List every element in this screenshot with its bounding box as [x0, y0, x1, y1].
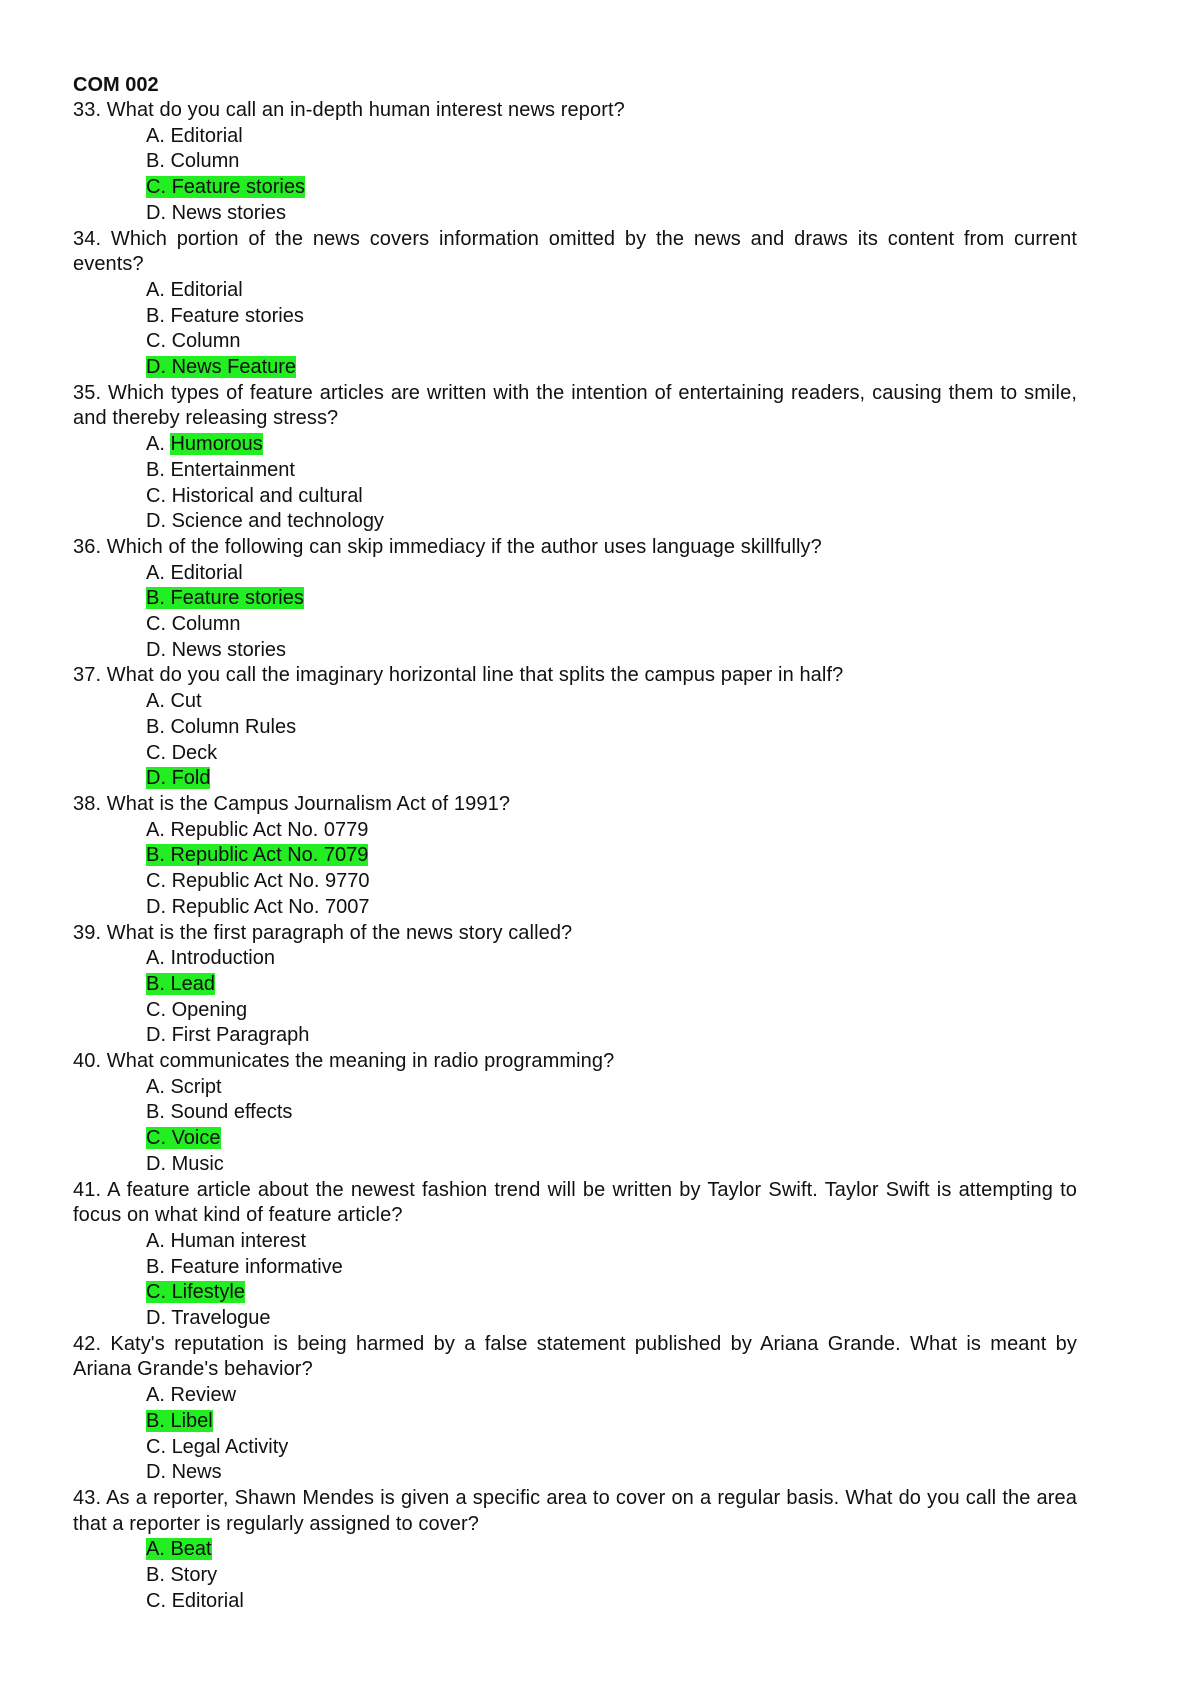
option-text: Republic Act No. 9770 [171, 870, 370, 893]
option-letter: C. [146, 998, 166, 1021]
answer-option [73, 484, 1077, 510]
answer-option [73, 304, 1077, 330]
answer-option-correct [73, 586, 1077, 612]
option-letter: A. [146, 433, 165, 456]
option-content [146, 767, 210, 789]
answer-option-correct [73, 766, 1077, 792]
option-content [146, 1538, 212, 1560]
option-text: Republic Act No. 7079 [170, 844, 369, 867]
option-text: Republic Act No. 7007 [171, 895, 370, 918]
option-content [146, 1384, 236, 1406]
option-content [146, 973, 215, 995]
option-letter: C. [146, 176, 166, 199]
option-letter: C. [146, 484, 166, 507]
option-text: News [171, 1461, 222, 1484]
answer-option [73, 715, 1077, 741]
option-content [146, 562, 243, 584]
answer-option [73, 509, 1077, 535]
option-letter: C. [146, 870, 166, 893]
option-letter: D. [146, 767, 166, 790]
option-letter: A. [146, 124, 165, 147]
answer-option [73, 1460, 1077, 1486]
option-content [146, 150, 239, 172]
option-letter: C. [146, 1281, 166, 1304]
option-letter: D. [146, 510, 166, 533]
option-letter: D. [146, 1152, 166, 1175]
question-text: 34. Which portion of the news covers information omitted by the news and draws its content from current events? [73, 227, 1077, 276]
option-text: Editorial [170, 124, 243, 147]
question-text: 35. Which types of feature articles are written with the intention of entertaining readers, causing them to smile, and thereby releasing stress? [73, 381, 1077, 430]
answer-option [73, 1229, 1077, 1255]
option-content [146, 1461, 222, 1483]
document-page [73, 73, 1077, 1614]
question-text: 36. Which of the following can skip immediacy if the author uses language skillfully? [73, 535, 822, 558]
answer-option [73, 895, 1077, 921]
option-content [146, 1307, 271, 1329]
option-content [146, 1564, 217, 1586]
option-text: Editorial [170, 561, 243, 584]
answer-option [73, 1589, 1077, 1615]
option-text: Sound effects [170, 1101, 293, 1124]
option-letter: C. [146, 330, 166, 353]
option-letter: A. [146, 818, 165, 841]
answer-option [73, 561, 1077, 587]
answer-option-correct [73, 432, 1077, 458]
answer-option-correct [73, 1537, 1077, 1563]
answer-option-correct [73, 355, 1077, 381]
option-content [146, 1101, 292, 1123]
question-text: 37. What do you call the imaginary horizontal line that splits the campus paper in half? [73, 664, 844, 687]
option-content [146, 690, 202, 712]
answer-option [73, 1075, 1077, 1101]
option-text: Lifestyle [171, 1281, 245, 1304]
answer-option [73, 869, 1077, 895]
option-letter: D. [146, 1461, 166, 1484]
option-text: Feature stories [171, 176, 305, 199]
option-content [146, 1230, 306, 1252]
option-content [146, 202, 286, 224]
question-text: 33. What do you call an in-depth human interest news report? [73, 99, 625, 121]
option-letter: B. [146, 1409, 165, 1432]
option-content [146, 485, 363, 507]
option-content [146, 870, 369, 892]
option-letter: A. [146, 1538, 165, 1561]
option-letter: B. [146, 150, 165, 173]
answer-option [73, 201, 1077, 227]
option-text: Script [170, 1075, 222, 1098]
quiz-content [73, 98, 1077, 1614]
option-content [146, 1410, 213, 1432]
option-content [146, 176, 305, 198]
question-text: 40. What communicates the meaning in radio programming? [73, 1050, 615, 1073]
option-letter: A. [146, 947, 165, 970]
option-text: Story [170, 1564, 218, 1587]
option-letter: B. [146, 844, 165, 867]
question-text: 43. As a reporter, Shawn Mendes is given a specific area to cover on a regular basis. What do you call the area that a reporter is regularly assigned to cover? [73, 1486, 1077, 1535]
option-text: Historical and cultural [171, 484, 363, 507]
option-letter: D. [146, 638, 166, 661]
option-content [146, 125, 243, 147]
option-content [146, 510, 384, 532]
option-letter: A. [146, 1384, 165, 1407]
option-text: News Feature [171, 356, 297, 379]
option-text: Feature stories [170, 587, 304, 610]
option-letter: A. [146, 278, 165, 301]
option-letter: C. [146, 1589, 166, 1612]
option-letter: D. [146, 356, 166, 379]
option-content [146, 639, 286, 661]
option-text: Introduction [170, 947, 275, 970]
question-text: 41. A feature article about the newest fashion trend will be written by Taylor Swift. Taylor Swift is attempting to focus on what kind of feature article? [73, 1178, 1077, 1227]
option-content [146, 305, 304, 327]
option-text: Entertainment [170, 458, 295, 481]
option-text: Column [171, 613, 241, 636]
answer-option [73, 124, 1077, 150]
answer-option-correct [73, 972, 1077, 998]
option-letter: B. [146, 458, 165, 481]
option-text: News stories [171, 638, 287, 661]
option-letter: C. [146, 741, 166, 764]
option-text: Feature informative [170, 1255, 343, 1278]
option-text: Libel [170, 1409, 213, 1432]
answer-option [73, 1383, 1077, 1409]
option-letter: A. [146, 1075, 165, 1098]
option-letter: B. [146, 715, 165, 738]
option-content [146, 1127, 221, 1149]
option-letter: D. [146, 201, 166, 224]
answer-option [73, 612, 1077, 638]
document-title: COM 002 [73, 74, 159, 96]
option-content [146, 1590, 244, 1612]
option-text: Opening [171, 998, 248, 1021]
option-letter: A. [146, 561, 165, 584]
answer-option [73, 818, 1077, 844]
option-letter: B. [146, 1564, 165, 1587]
option-text: Editorial [170, 278, 243, 301]
option-text: Travelogue [171, 1307, 271, 1330]
option-letter: C. [146, 1127, 166, 1150]
option-letter: D. [146, 895, 166, 918]
option-text: News stories [171, 201, 287, 224]
option-text: Review [170, 1384, 237, 1407]
answer-option [73, 1306, 1077, 1332]
option-letter: C. [146, 1435, 166, 1458]
answer-option-correct [73, 1409, 1077, 1435]
answer-option [73, 458, 1077, 484]
option-text: Music [171, 1152, 224, 1175]
option-letter: A. [146, 1229, 165, 1252]
option-content [146, 279, 243, 301]
question-text: 42. Katy's reputation is being harmed by a false statement published by Ariana Grande. What is meant by Ariana Grande's behavior? [73, 1332, 1077, 1381]
answer-option [73, 1152, 1077, 1178]
option-content [146, 330, 240, 352]
answer-option [73, 946, 1077, 972]
answer-option [73, 278, 1077, 304]
option-text: Republic Act No. 0779 [170, 818, 369, 841]
option-content [146, 947, 275, 969]
option-content [146, 896, 369, 918]
answer-option [73, 1435, 1077, 1461]
option-content [146, 1153, 224, 1175]
option-content [146, 716, 296, 738]
answer-option-correct [73, 843, 1077, 869]
option-text: Cut [170, 690, 202, 713]
answer-option [73, 1255, 1077, 1281]
option-letter: B. [146, 1101, 165, 1124]
option-text: Column [171, 330, 241, 353]
option-text: Humorous [170, 433, 263, 456]
answer-option [73, 638, 1077, 664]
option-content [146, 742, 217, 764]
option-letter: B. [146, 304, 165, 327]
option-content [146, 433, 263, 455]
question-text: 39. What is the first paragraph of the news story called? [73, 921, 573, 944]
answer-option-correct [73, 175, 1077, 201]
option-letter: A. [146, 690, 165, 713]
option-content [146, 1256, 343, 1278]
option-letter: B. [146, 1255, 165, 1278]
question-text: 38. What is the Campus Journalism Act of 1991? [73, 792, 511, 815]
option-text: Beat [170, 1538, 212, 1561]
option-text: First Paragraph [171, 1024, 310, 1047]
option-content [146, 1436, 288, 1458]
answer-option-correct [73, 1280, 1077, 1306]
answer-option [73, 149, 1077, 175]
option-text: Fold [171, 767, 211, 790]
answer-option [73, 741, 1077, 767]
answer-option [73, 329, 1077, 355]
option-letter: D. [146, 1307, 166, 1330]
option-content [146, 459, 295, 481]
option-text: Legal Activity [171, 1435, 289, 1458]
option-content [146, 999, 247, 1021]
option-letter: C. [146, 613, 166, 636]
answer-option [73, 1563, 1077, 1589]
answer-option-correct [73, 1126, 1077, 1152]
option-text: Column [170, 150, 240, 173]
answer-option [73, 1023, 1077, 1049]
option-letter: B. [146, 587, 165, 610]
option-letter: B. [146, 972, 165, 995]
option-text: Voice [171, 1127, 221, 1150]
option-text: Deck [171, 741, 218, 764]
answer-option [73, 998, 1077, 1024]
option-content [146, 819, 368, 841]
option-content [146, 1024, 309, 1046]
option-letter: D. [146, 1024, 166, 1047]
option-text: Column Rules [170, 715, 297, 738]
option-text: Science and technology [171, 510, 384, 533]
option-text: Human interest [170, 1229, 307, 1252]
option-text: Feature stories [170, 304, 304, 327]
option-content [146, 1076, 222, 1098]
option-content [146, 1281, 245, 1303]
option-content [146, 587, 304, 609]
answer-option [73, 1100, 1077, 1126]
option-content [146, 844, 368, 866]
option-content [146, 613, 240, 635]
option-text: Editorial [171, 1589, 244, 1612]
answer-option [73, 689, 1077, 715]
option-content [146, 356, 296, 378]
option-text: Lead [170, 972, 215, 995]
